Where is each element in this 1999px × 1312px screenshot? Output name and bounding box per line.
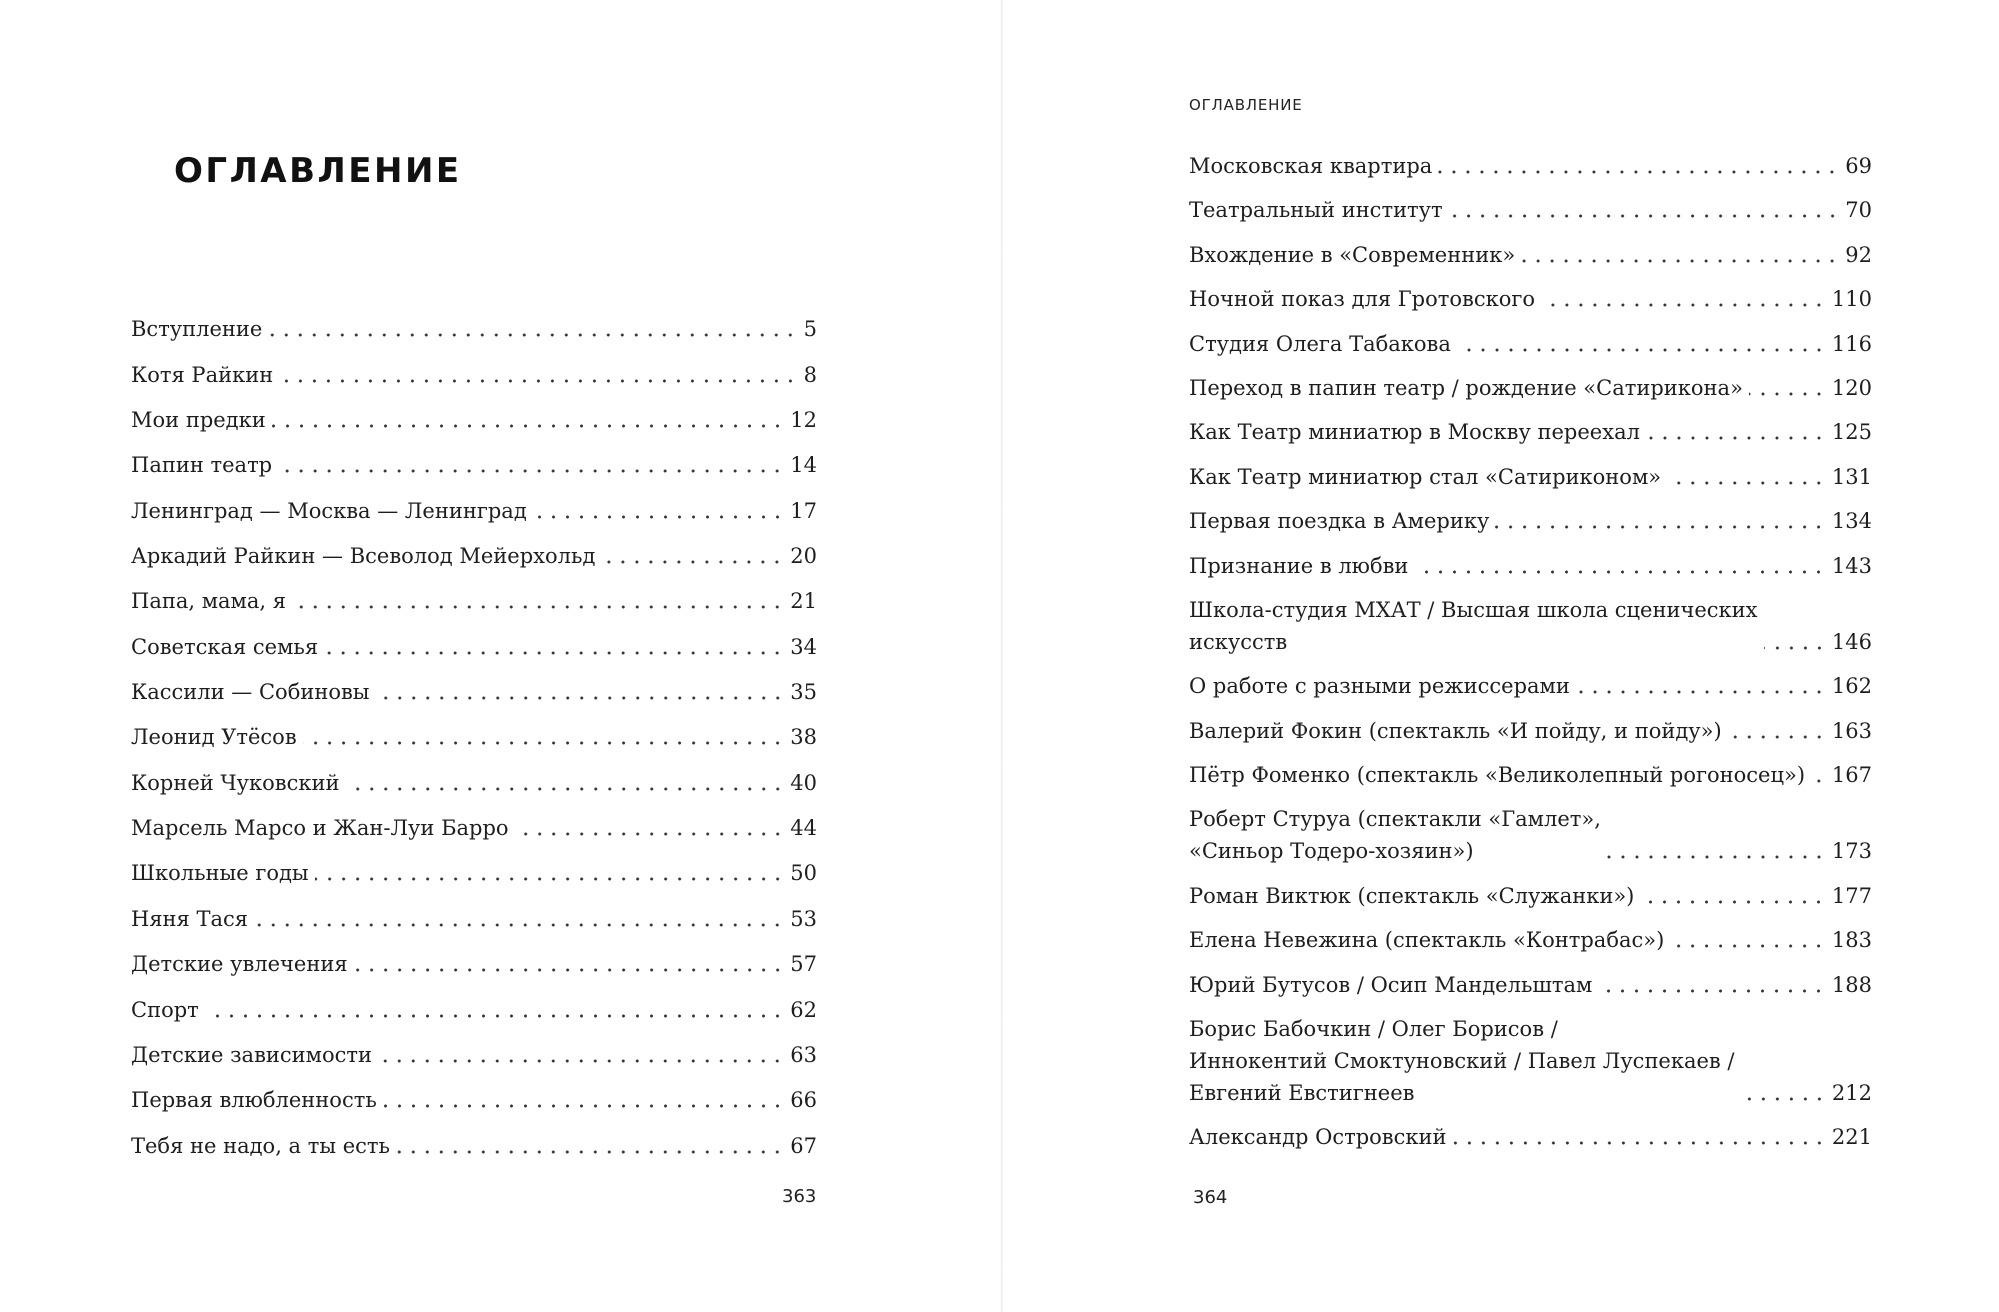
toc-entry bbox=[131, 481, 817, 526]
dot-leader bbox=[1749, 372, 1826, 404]
toc-entry bbox=[131, 799, 817, 844]
toc-entry bbox=[1189, 372, 1872, 404]
dot-leader bbox=[1667, 461, 1826, 493]
toc-entry-title: Советская семья bbox=[131, 634, 319, 659]
toc-entry-title: Борис Бабочкин / Олег Борисов / Иннокентий Смоктуновский / Павел Луспекаев / Евгений Евстигнеев bbox=[1189, 1017, 1735, 1106]
toc-entry-page: 21 bbox=[790, 589, 817, 614]
toc-entry-title: Роберт Стуруа (спектакли «Гамлет», «Синьор Тодеро-хозяин») bbox=[1189, 807, 1601, 864]
toc-entry-page: 20 bbox=[790, 544, 817, 569]
page-number-right: 364 bbox=[1193, 1187, 1228, 1208]
dot-leader bbox=[378, 1039, 784, 1071]
toc-entry-page: 53 bbox=[790, 906, 817, 931]
toc-entry bbox=[1189, 461, 1872, 493]
toc-entry-page: 163 bbox=[1831, 718, 1872, 743]
toc-list-right bbox=[1189, 150, 1872, 1166]
toc-entry bbox=[131, 753, 817, 798]
dot-leader bbox=[1495, 505, 1826, 537]
running-head: ОГЛАВЛЕНИЕ bbox=[1189, 96, 1303, 114]
toc-entry bbox=[131, 1116, 817, 1161]
toc-list-left bbox=[131, 300, 817, 1162]
toc-entry bbox=[131, 300, 817, 345]
toc-entry-title: Московская квартира bbox=[1189, 154, 1433, 178]
toc-entry-title: Валерий Фокин (спектакль «И пойду, и пойду») bbox=[1189, 718, 1722, 743]
dot-leader bbox=[1670, 924, 1826, 956]
toc-entry bbox=[1189, 1013, 1872, 1109]
toc-entry-page: 92 bbox=[1845, 242, 1872, 267]
toc-entry-page: 14 bbox=[790, 453, 817, 478]
toc-entry-title: Детские увлечения bbox=[131, 952, 348, 977]
toc-entry-title: Александр Островский bbox=[1189, 1125, 1447, 1150]
dot-leader bbox=[346, 767, 785, 799]
toc-entry-page: 173 bbox=[1831, 839, 1872, 864]
toc-entry-title: Признание в любви bbox=[1189, 553, 1409, 578]
toc-entry-title: Вхождение в «Современник» bbox=[1189, 242, 1516, 267]
toc-entry bbox=[131, 527, 817, 572]
dot-leader bbox=[1646, 416, 1826, 448]
dot-leader bbox=[1541, 283, 1826, 315]
toc-entry-title: Котя Райкин bbox=[131, 362, 274, 387]
toc-entry bbox=[1189, 150, 1872, 182]
toc-entry-page: 146 bbox=[1831, 629, 1872, 654]
toc-entry-page: 5 bbox=[803, 317, 817, 342]
toc-entry-page: 167 bbox=[1831, 763, 1872, 788]
toc-entry-page: 116 bbox=[1831, 331, 1872, 356]
toc-entry-title: Тебя не надо, а ты есть bbox=[131, 1133, 390, 1158]
toc-entry-page: 66 bbox=[790, 1088, 817, 1113]
toc-entry-page: 62 bbox=[790, 997, 817, 1022]
dot-leader bbox=[1741, 1077, 1826, 1109]
toc-entry-title: Переход в папин театр / рождение «Сатирикона» bbox=[1189, 375, 1743, 400]
dot-leader bbox=[324, 631, 784, 663]
toc-entry-page: 69 bbox=[1845, 154, 1872, 178]
toc-entry-title: Вступление bbox=[131, 317, 263, 342]
toc-entry-page: 110 bbox=[1831, 287, 1872, 312]
dot-leader bbox=[1457, 328, 1826, 360]
dot-leader bbox=[268, 313, 797, 345]
dot-leader bbox=[601, 540, 784, 572]
toc-entry-title: Как Театр миниатюр в Москву переехал bbox=[1189, 420, 1640, 445]
toc-entry-page: 38 bbox=[790, 725, 817, 750]
toc-entry-title: Марсель Марсо и Жан-Луи Барро bbox=[131, 816, 509, 841]
toc-entry-title: Пётр Фоменко (спектакль «Великолепный рогоносец») bbox=[1189, 763, 1806, 788]
toc-entry bbox=[131, 617, 817, 662]
toc-entry bbox=[1189, 880, 1872, 912]
dot-leader bbox=[396, 1130, 784, 1162]
toc-entry-title: Спорт bbox=[131, 997, 199, 1022]
dot-leader bbox=[1414, 550, 1826, 582]
toc-entry bbox=[1189, 759, 1872, 791]
toc-entry bbox=[1189, 594, 1872, 658]
toc-entry bbox=[1189, 328, 1872, 360]
dot-leader bbox=[315, 857, 785, 889]
dot-leader bbox=[1764, 626, 1826, 658]
toc-entry-page: 125 bbox=[1831, 420, 1872, 445]
toc-entry-title: Аркадий Райкин — Всеволод Мейерхольд bbox=[131, 544, 596, 569]
toc-entry-page: 40 bbox=[790, 770, 817, 795]
dot-leader bbox=[515, 812, 785, 844]
page-number-left: 363 bbox=[782, 1186, 817, 1207]
toc-entry-title: Папин театр bbox=[131, 453, 273, 478]
toc-entry-title: Первая поездка в Америку bbox=[1189, 509, 1490, 534]
toc-entry bbox=[1189, 239, 1872, 271]
toc-entry-title: Роман Виктюк (спектакль «Служанки») bbox=[1189, 883, 1635, 908]
toc-entry-title: Первая влюбленность bbox=[131, 1088, 377, 1113]
dot-leader bbox=[278, 449, 784, 481]
toc-entry-page: 17 bbox=[790, 498, 817, 523]
right-page bbox=[1003, 0, 1999, 1312]
toc-entry bbox=[131, 889, 817, 934]
toc-entry-title: Папа, мама, я bbox=[131, 589, 287, 614]
toc-entry bbox=[1189, 416, 1872, 448]
toc-entry bbox=[131, 391, 817, 436]
dot-leader bbox=[1598, 969, 1826, 1001]
toc-entry-page: 44 bbox=[790, 816, 817, 841]
toc-entry-page: 67 bbox=[790, 1133, 817, 1158]
toc-entry-title: Школьные годы bbox=[131, 861, 309, 886]
toc-entry bbox=[131, 935, 817, 980]
toc-entry-page: 212 bbox=[1831, 1081, 1872, 1106]
toc-entry-page: 177 bbox=[1831, 883, 1872, 908]
toc-entry-page: 134 bbox=[1831, 509, 1872, 534]
toc-entry-page: 8 bbox=[803, 362, 817, 387]
dot-leader bbox=[1640, 880, 1826, 912]
toc-entry-title: Студия Олега Табакова bbox=[1189, 331, 1451, 356]
toc-entry bbox=[1189, 715, 1872, 747]
toc-entry-page: 143 bbox=[1831, 553, 1872, 578]
dot-leader bbox=[1438, 150, 1839, 182]
contents-heading: ОГЛАВЛЕНИЕ bbox=[174, 151, 462, 191]
toc-entry bbox=[1189, 803, 1872, 867]
toc-entry-title: Ночной показ для Гротовского bbox=[1189, 287, 1536, 312]
toc-entry-title: Корней Чуковский bbox=[131, 770, 340, 795]
toc-entry bbox=[131, 980, 817, 1025]
toc-entry-title: Как Театр миниатюр стал «Сатириконом» bbox=[1189, 464, 1662, 489]
toc-entry bbox=[1189, 283, 1872, 315]
toc-entry-title: Кассили — Собиновы bbox=[131, 680, 370, 705]
dot-leader bbox=[303, 721, 785, 753]
dot-leader bbox=[1521, 239, 1839, 271]
dot-leader bbox=[1728, 715, 1826, 747]
dot-leader bbox=[1453, 1121, 1826, 1153]
dot-leader bbox=[1811, 759, 1826, 791]
toc-entry-title: Мои предки bbox=[131, 408, 266, 433]
dot-leader bbox=[376, 676, 785, 708]
toc-entry-page: 183 bbox=[1831, 928, 1872, 953]
toc-entry-title: Школа-студия МХАТ / Высшая школа сценических искусств bbox=[1189, 597, 1758, 654]
toc-entry bbox=[1189, 670, 1872, 702]
toc-entry bbox=[1189, 550, 1872, 582]
toc-entry-title: Елена Невежина (спектакль «Контрабас») bbox=[1189, 928, 1665, 953]
dot-leader bbox=[383, 1084, 785, 1116]
dot-leader bbox=[279, 359, 797, 391]
toc-entry bbox=[131, 1026, 817, 1071]
toc-entry-title: Леонид Утёсов bbox=[131, 725, 297, 750]
toc-entry bbox=[1189, 924, 1872, 956]
toc-entry bbox=[1189, 194, 1872, 226]
toc-entry-page: 57 bbox=[790, 952, 817, 977]
toc-entry-page: 63 bbox=[790, 1042, 817, 1067]
toc-entry bbox=[131, 572, 817, 617]
dot-leader bbox=[272, 404, 785, 436]
toc-entry-page: 120 bbox=[1831, 375, 1872, 400]
toc-entry bbox=[131, 436, 817, 481]
toc-entry-title: Детские зависимости bbox=[131, 1042, 373, 1067]
toc-entry bbox=[131, 1071, 817, 1116]
toc-entry bbox=[131, 345, 817, 390]
toc-entry bbox=[1189, 1121, 1872, 1153]
toc-entry-title: Театральный институт bbox=[1189, 198, 1443, 223]
toc-entry-page: 188 bbox=[1831, 972, 1872, 997]
dot-leader bbox=[292, 585, 784, 617]
toc-entry bbox=[1189, 969, 1872, 1001]
toc-entry-title: Ленинград — Москва — Ленинград bbox=[131, 498, 527, 523]
dot-leader bbox=[1576, 670, 1826, 702]
toc-entry-page: 131 bbox=[1831, 464, 1872, 489]
toc-entry bbox=[131, 663, 817, 708]
toc-entry-page: 221 bbox=[1831, 1125, 1872, 1150]
toc-entry-title: Няня Тася bbox=[131, 906, 249, 931]
dot-leader bbox=[1449, 194, 1840, 226]
dot-leader bbox=[254, 903, 784, 935]
toc-entry-page: 12 bbox=[790, 408, 817, 433]
toc-entry bbox=[1189, 505, 1872, 537]
dot-leader bbox=[205, 994, 784, 1026]
toc-entry-page: 70 bbox=[1845, 198, 1872, 223]
toc-entry-page: 50 bbox=[790, 861, 817, 886]
toc-entry bbox=[131, 708, 817, 753]
toc-entry-page: 35 bbox=[790, 680, 817, 705]
toc-entry-page: 34 bbox=[790, 634, 817, 659]
toc-entry-page: 162 bbox=[1831, 674, 1872, 699]
toc-entry bbox=[131, 844, 817, 889]
toc-entry-title: Юрий Бутусов / Осип Мандельштам bbox=[1189, 972, 1593, 997]
toc-entry-title: О работе с разными режиссерами bbox=[1189, 674, 1570, 699]
dot-leader bbox=[1607, 835, 1826, 867]
dot-leader bbox=[354, 948, 785, 980]
dot-leader bbox=[533, 495, 785, 527]
